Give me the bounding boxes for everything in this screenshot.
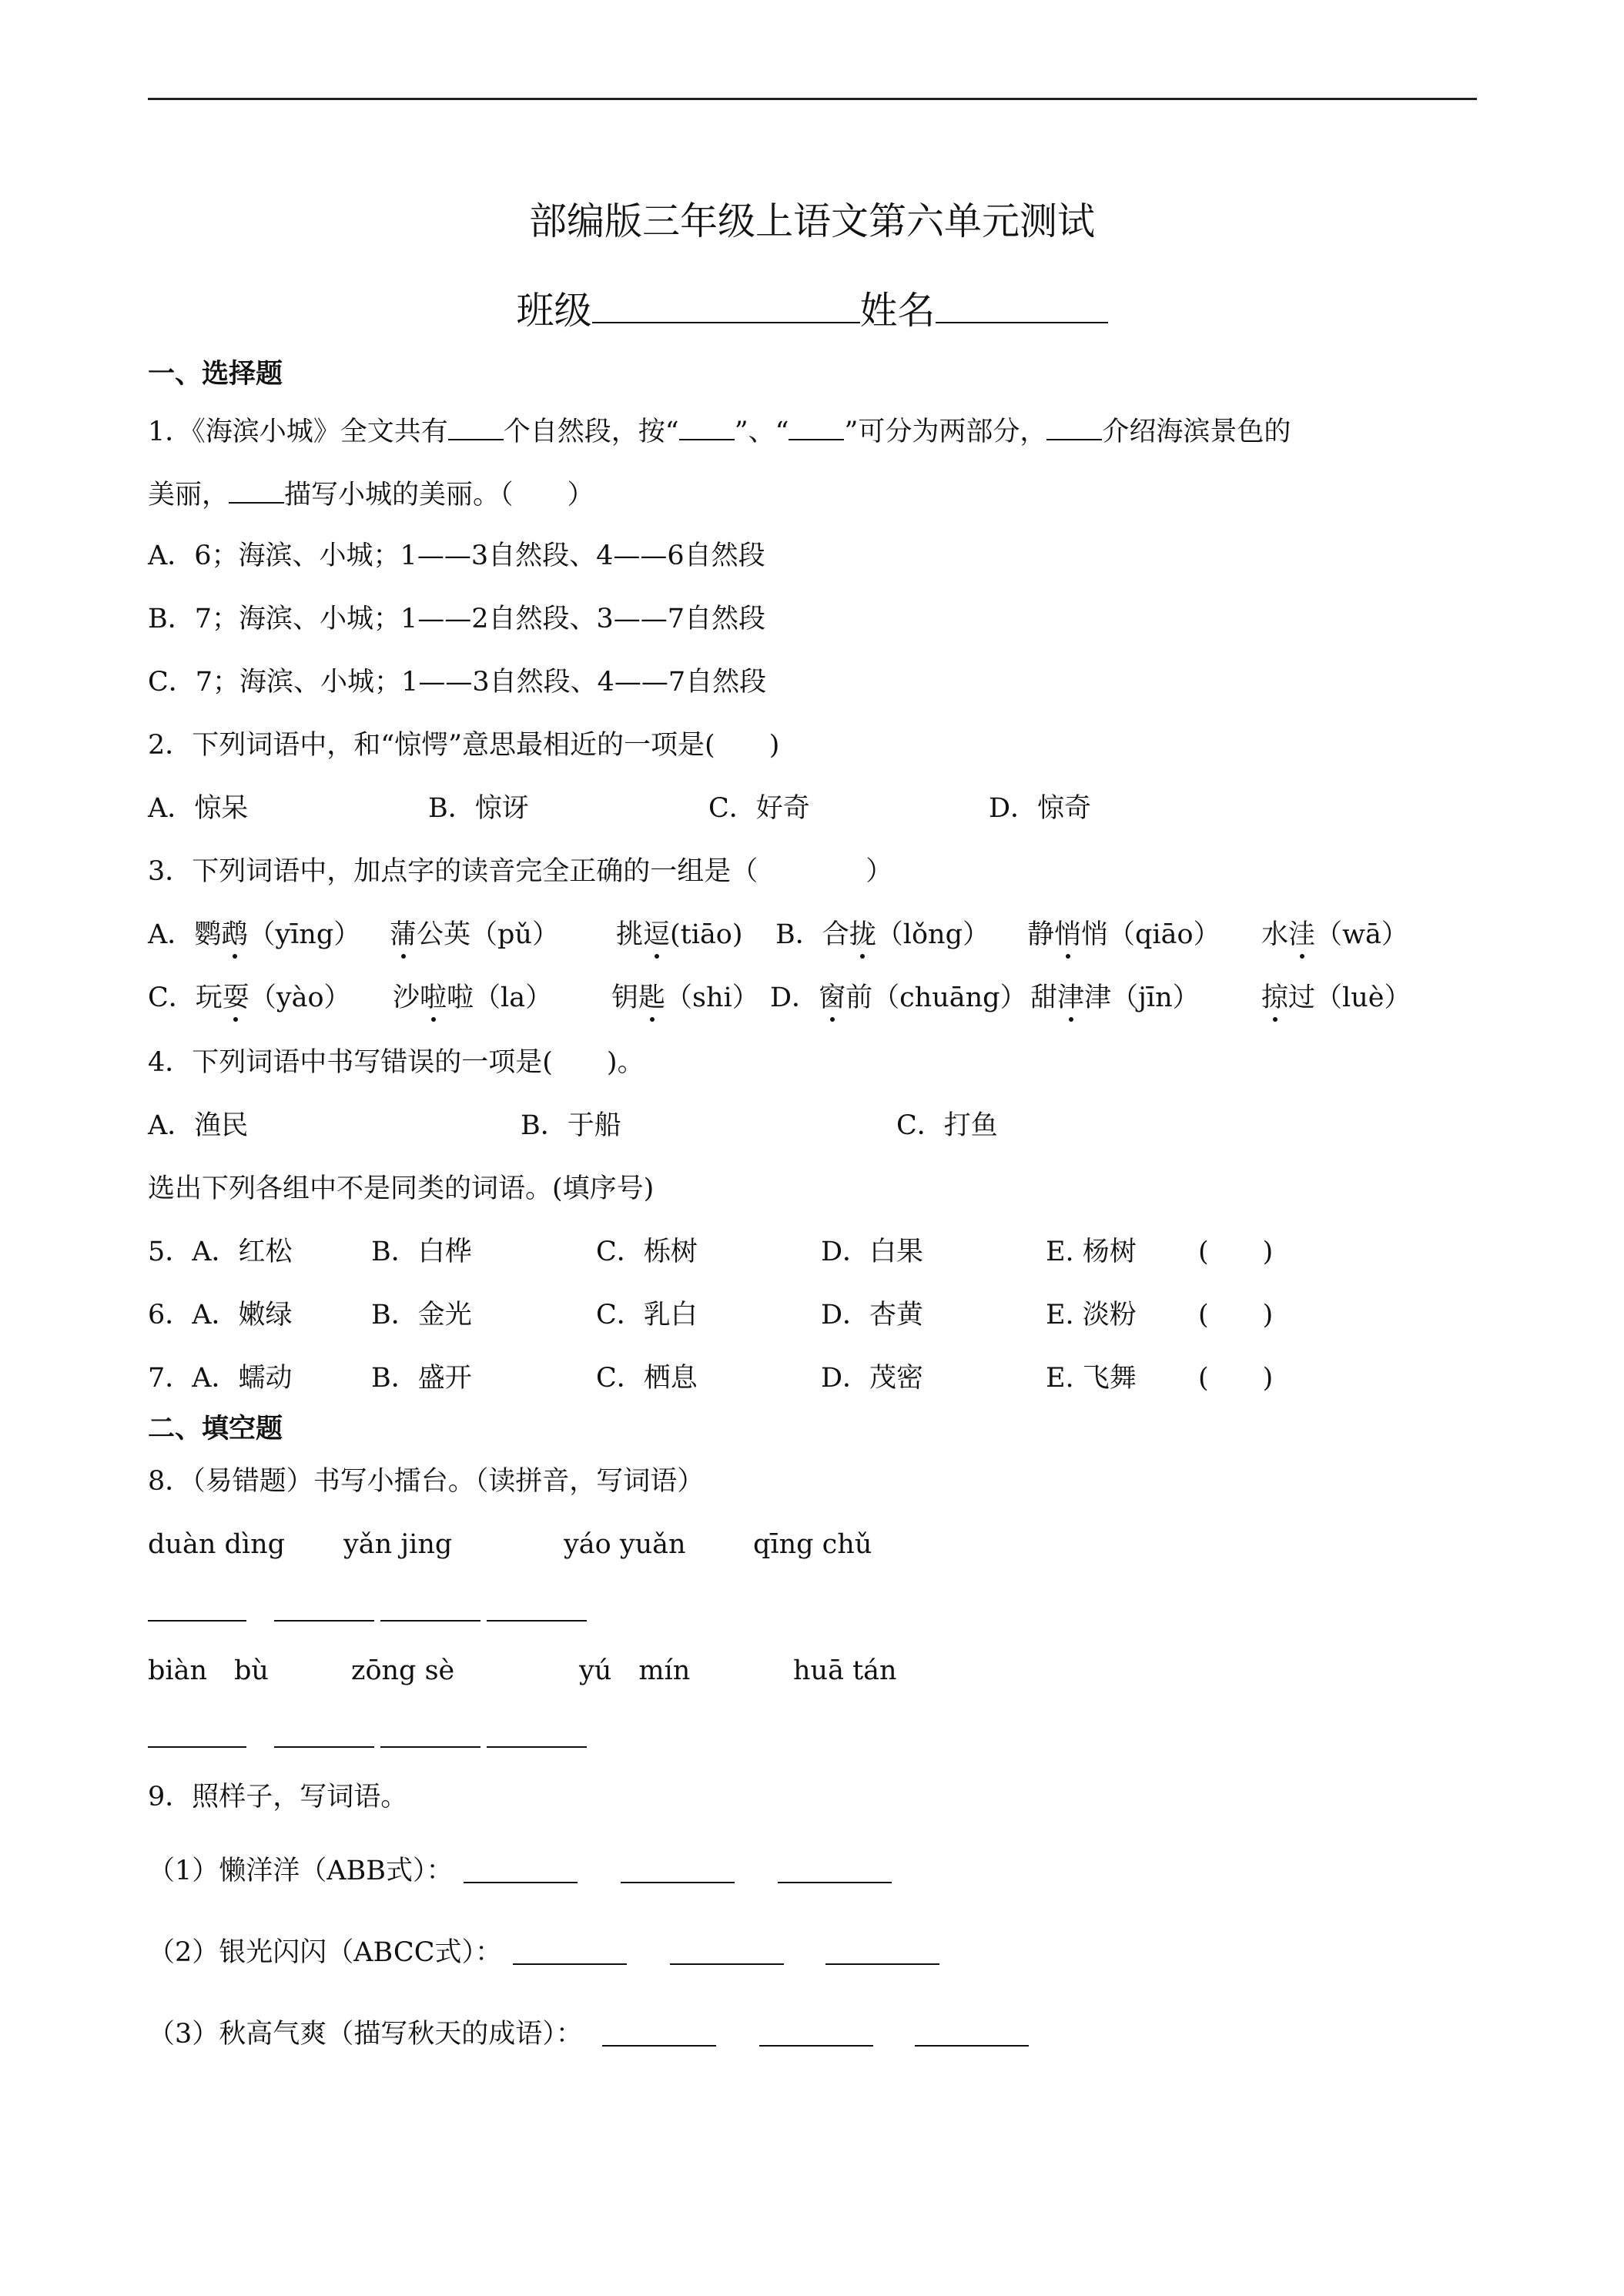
q1-line2 xyxy=(148,476,594,512)
q1-text: 个自然段，按“ xyxy=(503,417,679,447)
dotted-char: 拢 xyxy=(849,919,876,950)
q3-word: 玩 xyxy=(195,982,223,1013)
dotted-char: 悄 xyxy=(1054,919,1082,950)
q7-option-a[interactable]: 7．A．蠕动 xyxy=(148,1363,293,1394)
q3-option-c-word2 xyxy=(393,981,552,1015)
q8-pinyin: yǎn jing xyxy=(343,1529,453,1560)
q3-word: 甜 xyxy=(1030,982,1058,1013)
q3-label: A． xyxy=(148,919,195,950)
q8-pinyin: yáo yuǎn xyxy=(564,1529,686,1560)
class-label: 班级 xyxy=(516,289,592,333)
class-blank[interactable] xyxy=(592,296,860,323)
q1-text: ”可分为两部分， xyxy=(844,417,1047,447)
q6-option-e[interactable]: E. 淡粉 xyxy=(1046,1300,1137,1330)
q3-option-b-word2 xyxy=(1027,918,1221,952)
q8-pinyin: biàn bù xyxy=(148,1655,269,1686)
q1-text: 美丽， xyxy=(148,480,229,510)
q6-option-a[interactable]: 6．A．嫩绿 xyxy=(148,1300,293,1330)
q4-option-b[interactable]: B．于船 xyxy=(521,1110,621,1141)
q3-option-b-word3 xyxy=(1261,918,1408,952)
q8-answer-blank[interactable] xyxy=(380,1746,481,1748)
q5-option-c[interactable]: C．栎树 xyxy=(596,1237,698,1267)
q9-answer-blank[interactable] xyxy=(759,2045,873,2047)
q6-option-c[interactable]: C．乳白 xyxy=(596,1300,698,1330)
q3-word: （lǒng） xyxy=(876,919,989,950)
q3-word: 挑 xyxy=(616,919,644,950)
q3-word: 津（jīn） xyxy=(1084,982,1200,1013)
page-title: 部编版三年级上语文第六单元测试 xyxy=(528,199,1095,243)
q3-word: 公英（pǔ） xyxy=(417,919,559,950)
q1-blank[interactable] xyxy=(789,413,844,440)
q3-option-d-word2 xyxy=(1030,981,1200,1015)
q2-option-a[interactable]: A．惊呆 xyxy=(148,793,249,824)
q1-option-b[interactable]: B．7；海滨、小城；1——2自然段、3——7自然段 xyxy=(148,604,766,634)
q9-answer-blank[interactable] xyxy=(602,2045,716,2047)
q1-line1 xyxy=(148,413,1291,449)
q3-option-c[interactable] xyxy=(148,981,351,1015)
q9-part3-label: （3）秋高气爽（描写秋天的成语）： xyxy=(148,2019,583,2050)
q4-option-c[interactable]: C．打鱼 xyxy=(896,1110,998,1141)
dotted-char: 逗 xyxy=(643,919,671,950)
q3-word: （yīng） xyxy=(248,919,361,950)
q8-pinyin: huā tán xyxy=(793,1655,897,1686)
section-choice: 一、选择题 xyxy=(148,358,283,390)
q3-word: 鹦 xyxy=(194,919,222,950)
q8-stem: 8．（易错题）书写小擂台。（读拼音，写词语） xyxy=(148,1466,705,1497)
q5-option-a[interactable]: 5．A．红松 xyxy=(148,1237,293,1267)
dotted-char: 匙 xyxy=(638,982,666,1013)
q9-part2-label: （2）银光闪闪（ABCC式）： xyxy=(148,1937,502,1968)
q1-text: 1．《海滨小城》全文共有 xyxy=(148,417,448,447)
q3-option-d[interactable] xyxy=(770,981,1027,1015)
q7-option-d[interactable]: D．茂密 xyxy=(821,1363,924,1394)
q1-blank[interactable] xyxy=(679,413,735,440)
dotted-char: 津 xyxy=(1057,982,1085,1013)
q5-option-e[interactable]: E. 杨树 xyxy=(1046,1237,1137,1267)
q3-word: 沙 xyxy=(393,982,420,1013)
q1-blank[interactable] xyxy=(1046,413,1102,440)
dotted-char: 鹉 xyxy=(221,919,249,950)
q3-word: 钥 xyxy=(611,982,639,1013)
q3-word: （shi） xyxy=(665,982,759,1013)
q3-word: 过（luè） xyxy=(1288,982,1411,1013)
q8-answer-blank[interactable] xyxy=(380,1620,481,1622)
q3-word: 前（chuāng） xyxy=(845,982,1027,1013)
q9-answer-blank[interactable] xyxy=(621,1882,735,1883)
q6-option-d[interactable]: D．杏黄 xyxy=(821,1300,924,1330)
q3-word: 悄（qiāo） xyxy=(1081,919,1221,950)
q1-blank[interactable] xyxy=(229,476,284,504)
q1-text: 介绍海滨景色的 xyxy=(1102,417,1291,447)
q5-option-d[interactable]: D．白果 xyxy=(821,1237,924,1267)
q3-option-a-word3 xyxy=(616,918,743,952)
dotted-char: 耍 xyxy=(222,982,249,1013)
q3-label: D． xyxy=(770,982,819,1013)
q8-answer-blank[interactable] xyxy=(148,1620,246,1622)
q5-answer-paren[interactable]: ( ) xyxy=(1198,1237,1274,1267)
q9-answer-blank[interactable] xyxy=(513,1963,627,1965)
q8-answer-blank[interactable] xyxy=(274,1746,374,1748)
q9-part1-label: （1）懒洋洋（ABB式）： xyxy=(148,1856,454,1886)
q9-stem: 9．照样子，写词语。 xyxy=(148,1782,408,1812)
q1-blank[interactable] xyxy=(448,413,504,440)
dotted-char: 啦 xyxy=(420,982,447,1013)
q8-answer-blank[interactable] xyxy=(487,1620,587,1622)
q1-option-a[interactable]: A．6；海滨、小城；1——3自然段、4——6自然段 xyxy=(148,541,765,571)
q6-option-b[interactable]: B．金光 xyxy=(371,1300,472,1330)
q8-answer-blank[interactable] xyxy=(148,1746,246,1748)
class-name-line xyxy=(0,288,1624,334)
q7-option-c[interactable]: C．栖息 xyxy=(596,1363,698,1394)
q9-answer-blank[interactable] xyxy=(915,2045,1029,2047)
q9-answer-blank[interactable] xyxy=(670,1963,784,1965)
q3-word: （yào） xyxy=(249,982,351,1013)
q8-answer-blank[interactable] xyxy=(274,1620,374,1622)
q8-pinyin: duàn dìng xyxy=(148,1529,286,1560)
q8-pinyin: zōng sè xyxy=(351,1655,455,1686)
q3-word: 啦（la） xyxy=(447,982,553,1013)
q1-text: ”、“ xyxy=(734,417,789,447)
q3-option-a[interactable] xyxy=(148,918,360,952)
group-intro: 选出下列各组中不是同类的词语。(填序号) xyxy=(148,1173,655,1204)
q8-answer-blank[interactable] xyxy=(487,1746,587,1748)
q2-option-d[interactable]: D．惊奇 xyxy=(989,793,1092,824)
q2-option-b[interactable]: B．惊讶 xyxy=(428,793,529,824)
dotted-char: 蒲 xyxy=(390,919,417,950)
q6-answer-paren[interactable]: ( ) xyxy=(1198,1300,1274,1330)
dotted-char: 窗 xyxy=(819,982,846,1013)
q3-word: (tiāo) xyxy=(670,919,743,950)
q3-label: B． xyxy=(775,919,822,950)
q2-stem: 2．下列词语中，和“惊愕”意思最相近的一项是( ) xyxy=(148,730,780,761)
q3-option-d-word3 xyxy=(1261,981,1411,1015)
dotted-char: 洼 xyxy=(1288,919,1316,950)
q3-word: （wā） xyxy=(1315,919,1408,950)
dotted-char: 掠 xyxy=(1261,982,1289,1013)
q2-option-c[interactable]: C．好奇 xyxy=(708,793,810,824)
name-blank[interactable] xyxy=(936,296,1108,323)
q3-word: 静 xyxy=(1027,919,1055,950)
q8-pinyin: qīng chǔ xyxy=(753,1529,872,1560)
q3-word: 水 xyxy=(1261,919,1289,950)
q3-option-c-word3 xyxy=(611,981,759,1015)
q3-option-b[interactable] xyxy=(775,918,989,952)
q9-answer-blank[interactable] xyxy=(825,1963,939,1965)
q1-text: 描写小城的美丽。（ ） xyxy=(284,480,594,510)
q3-label: C． xyxy=(148,982,196,1013)
q8-pinyin: yú mín xyxy=(579,1655,691,1686)
q1-option-c[interactable]: C．7；海滨、小城；1——3自然段、4——7自然段 xyxy=(148,667,767,698)
header-rule xyxy=(148,98,1477,100)
q5-option-b[interactable]: B．白桦 xyxy=(371,1237,472,1267)
q7-answer-paren[interactable]: ( ) xyxy=(1198,1363,1274,1394)
q4-stem: 4．下列词语中书写错误的一项是( )。 xyxy=(148,1047,645,1078)
name-label: 姓名 xyxy=(859,289,936,333)
q3-word: 合 xyxy=(822,919,849,950)
q9-answer-blank[interactable] xyxy=(778,1882,892,1883)
q3-option-a-word2 xyxy=(390,918,559,952)
q7-option-b[interactable]: B．盛开 xyxy=(371,1363,472,1394)
section-fill: 二、填空题 xyxy=(148,1413,283,1444)
q4-option-a[interactable]: A．渔民 xyxy=(148,1110,249,1141)
q3-stem: 3．下列词语中，加点字的读音完全正确的一组是（ ） xyxy=(148,856,893,887)
q9-answer-blank[interactable] xyxy=(464,1882,578,1883)
q7-option-e[interactable]: E. 飞舞 xyxy=(1046,1363,1137,1394)
